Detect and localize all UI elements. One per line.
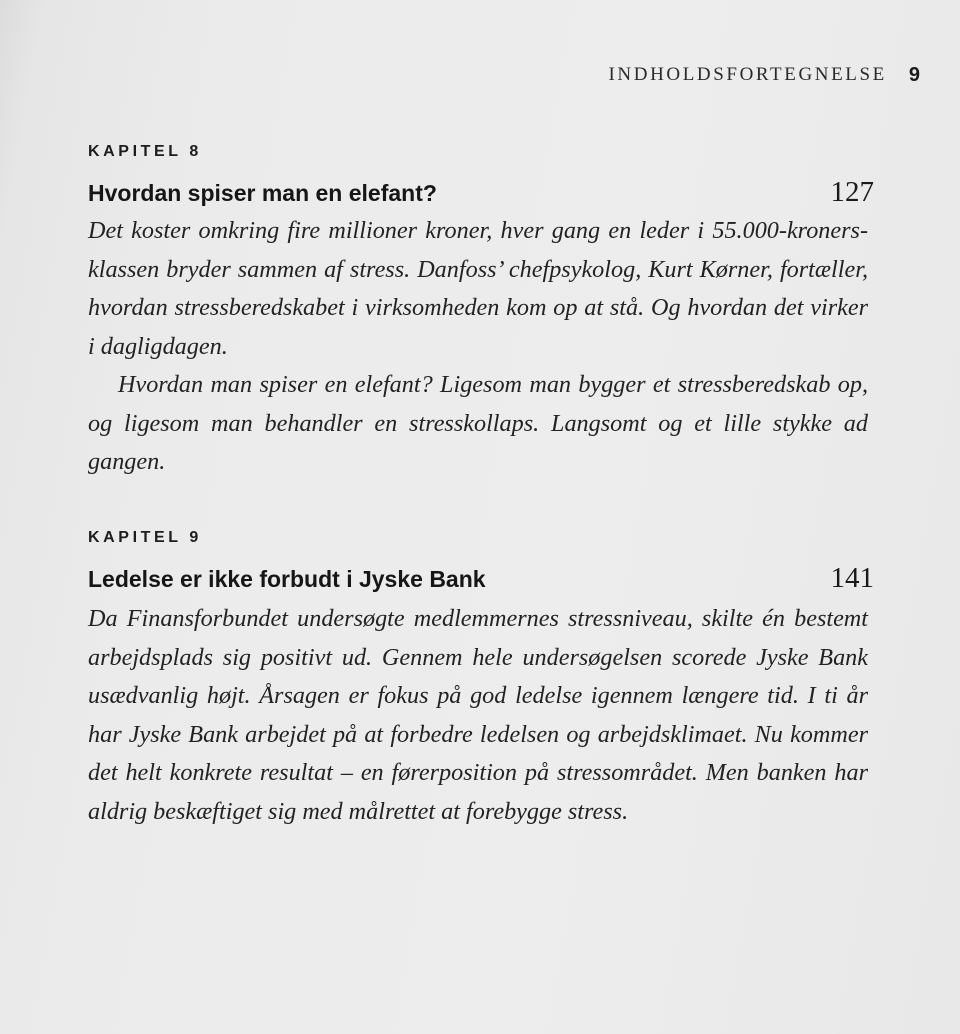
chapter-label: KAPITEL 9 [88,529,202,546]
running-head-title: INDHOLDSFORTEGNELSE [608,64,887,85]
chapter-title: Hvordan spiser man en elefant? [88,180,437,206]
chapter-9-entry [88,526,874,831]
chapter-page-reference: 127 [830,176,874,208]
chapter-page-reference: 141 [830,562,874,594]
chapter-label: KAPITEL 8 [88,143,202,160]
chapter-title-row [88,562,874,598]
page-number: 9 [908,63,920,86]
chapter-summary-paragraph: Da Finansforbundet undersøgte medlemmernes stressniveau, skilte én bestemt arbejdsplads sig positivt ud. Gennem hele undersøgelsen scorede Jyske Bank usædvanlig højt. Årsagen er fokus på god ledelse igennem længere tid. I ti år har Jyske Bank arbejdet på at forbedre ledelsen og arbejdsklimaet. Nu kommer det helt konkrete resultat – en førerposition på stressområdet. Men banken har aldrig beskæftiget sig med målrettet at forebygge stress. [88,605,868,825]
chapter-summary-paragraph: Det koster omkring fire millioner kroner, hver gang en leder i 55.000-kroners-klassen bryder sammen af stress. Danfoss’ chefpsykolog, Kurt Kørner, fortæller, hvordan stressberedskabet i virksomheden kom op at stå. Og hvordan det virker i dagligdagen. [88,217,868,360]
running-head [560,60,920,90]
chapter-title: Ledelse er ikke forbudt i Jyske Bank [88,566,486,592]
chapter-title-row [88,176,874,212]
chapter-summary-paragraph: Hvordan man spiser en elefant? Ligesom man bygger et stressberedskab op, og ligesom man behandler en stresskollaps. Langsomt og et lille stykke ad gangen. [88,371,868,475]
chapter-8-entry [88,140,874,482]
